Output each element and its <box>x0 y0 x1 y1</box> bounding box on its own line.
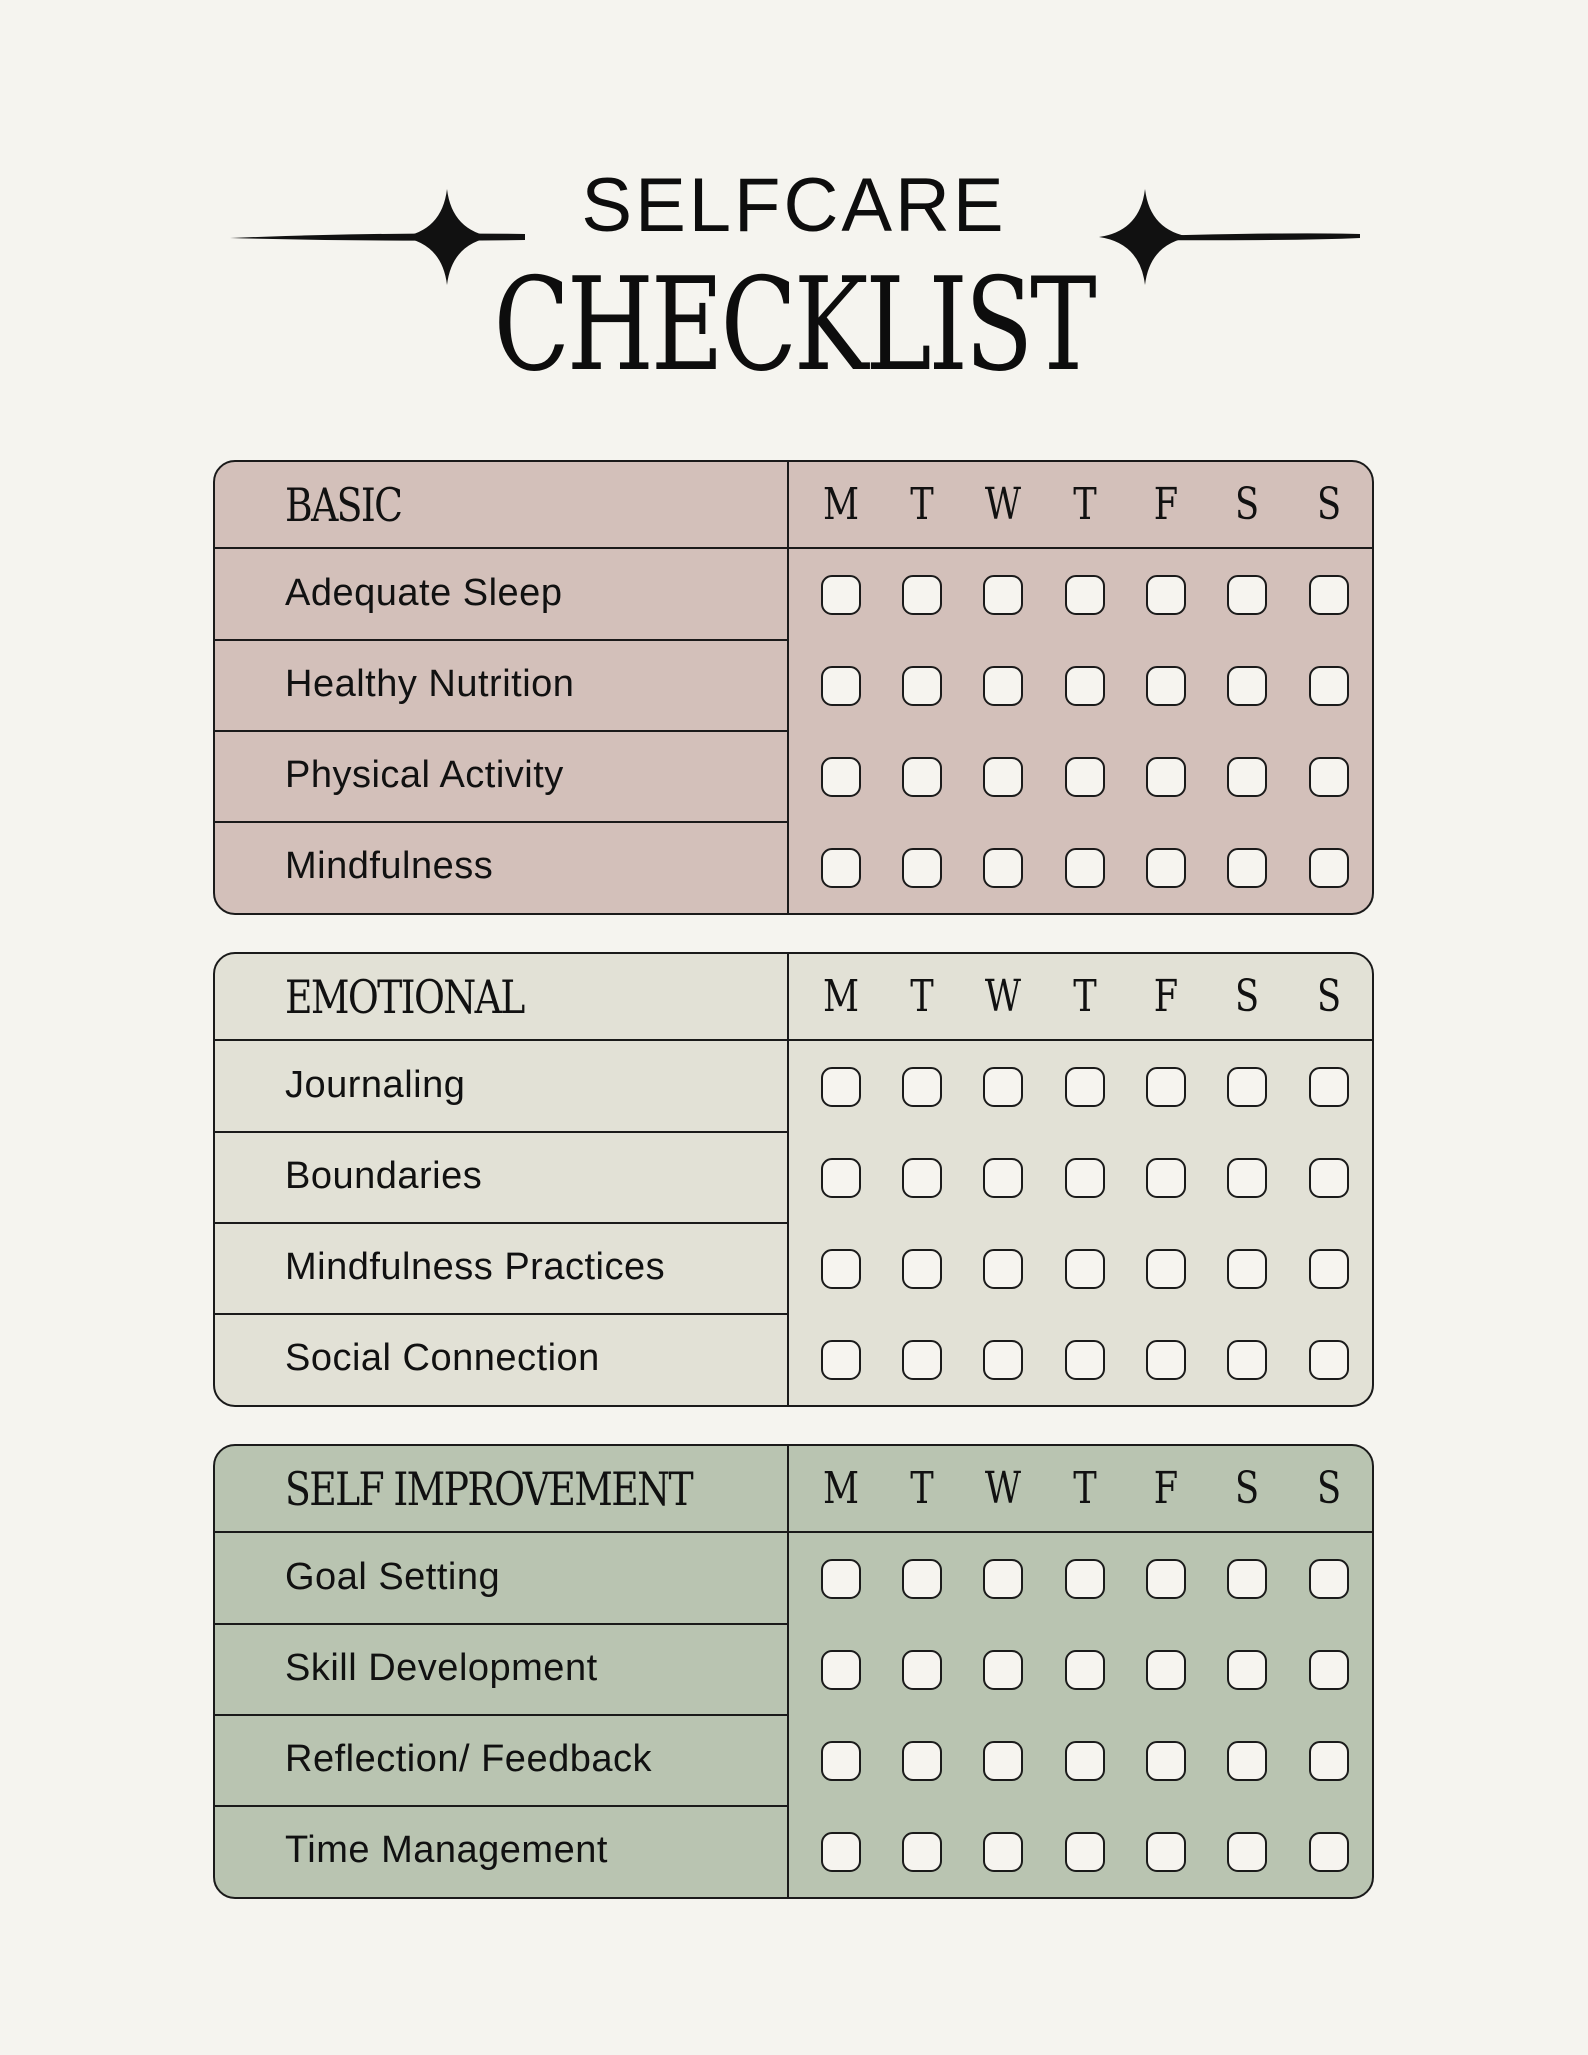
checkbox[interactable] <box>902 575 942 615</box>
checkbox[interactable] <box>1146 1741 1186 1781</box>
checkbox[interactable] <box>902 1249 942 1289</box>
checkbox[interactable] <box>1146 848 1186 888</box>
checkbox[interactable] <box>1146 757 1186 797</box>
checkbox[interactable] <box>983 1832 1023 1872</box>
checkbox[interactable] <box>983 1067 1023 1107</box>
day-header: S <box>1234 1463 1260 1514</box>
column-divider <box>787 1446 789 1897</box>
checkbox[interactable] <box>821 848 861 888</box>
column-divider <box>787 462 789 913</box>
checkbox[interactable] <box>1146 1249 1186 1289</box>
checkbox[interactable] <box>902 757 942 797</box>
section-basic <box>213 460 1374 915</box>
checkbox[interactable] <box>902 848 942 888</box>
day-header: W <box>984 1463 1022 1514</box>
checkbox[interactable] <box>1146 1158 1186 1198</box>
item-label: Mindfulness Practices <box>285 1245 666 1288</box>
day-header: S <box>1234 479 1260 530</box>
checkbox[interactable] <box>1309 848 1349 888</box>
checkbox[interactable] <box>1146 1650 1186 1690</box>
checkbox[interactable] <box>1227 1249 1267 1289</box>
checkbox[interactable] <box>1065 1650 1105 1690</box>
header-divider <box>215 547 1372 549</box>
checkbox[interactable] <box>1065 1832 1105 1872</box>
checkbox[interactable] <box>1065 666 1105 706</box>
checkbox[interactable] <box>983 1158 1023 1198</box>
section-emotional <box>213 952 1374 1407</box>
day-header: W <box>984 479 1022 530</box>
checkbox[interactable] <box>1227 575 1267 615</box>
day-header: T <box>1073 1463 1097 1514</box>
title-checklist-text: CHECKLIST <box>494 251 1094 400</box>
row-divider <box>215 730 787 732</box>
section-self-improvement <box>213 1444 1374 1899</box>
section-title: SELF IMPROVEMENT <box>285 1462 693 1516</box>
day-header: M <box>822 971 860 1022</box>
day-header: T <box>1073 971 1097 1022</box>
day-header: S <box>1316 1463 1342 1514</box>
checkbox[interactable] <box>821 757 861 797</box>
item-label: Time Management <box>285 1828 608 1871</box>
checkbox[interactable] <box>1227 1650 1267 1690</box>
day-header: S <box>1234 971 1260 1022</box>
checkbox[interactable] <box>1227 757 1267 797</box>
row-divider <box>215 821 787 823</box>
day-header: F <box>1153 971 1179 1022</box>
section-title: BASIC <box>285 478 402 532</box>
checkbox[interactable] <box>902 1340 942 1380</box>
checkbox[interactable] <box>821 1650 861 1690</box>
checkbox[interactable] <box>902 666 942 706</box>
header-divider <box>215 1531 1372 1533</box>
checkbox[interactable] <box>1309 575 1349 615</box>
checkbox[interactable] <box>983 1249 1023 1289</box>
checkbox[interactable] <box>1227 848 1267 888</box>
checkbox[interactable] <box>1065 848 1105 888</box>
checkbox[interactable] <box>902 1559 942 1599</box>
column-divider <box>787 954 789 1405</box>
checkbox[interactable] <box>983 575 1023 615</box>
checkbox[interactable] <box>1227 1832 1267 1872</box>
checkbox[interactable] <box>1146 1067 1186 1107</box>
day-header: F <box>1153 1463 1179 1514</box>
checkbox[interactable] <box>821 666 861 706</box>
title-checklist <box>0 251 1588 400</box>
checkbox[interactable] <box>902 1741 942 1781</box>
checkbox[interactable] <box>983 848 1023 888</box>
checkbox[interactable] <box>1227 1158 1267 1198</box>
checkbox[interactable] <box>1065 1067 1105 1107</box>
checkbox[interactable] <box>821 1741 861 1781</box>
item-label: Goal Setting <box>285 1555 501 1598</box>
checkbox[interactable] <box>1309 757 1349 797</box>
checkbox[interactable] <box>983 1559 1023 1599</box>
checkbox[interactable] <box>1309 1559 1349 1599</box>
checkbox[interactable] <box>821 575 861 615</box>
checkbox[interactable] <box>1227 666 1267 706</box>
checkbox[interactable] <box>1065 1158 1105 1198</box>
item-label: Reflection/ Feedback <box>285 1737 652 1780</box>
checkbox[interactable] <box>1309 1067 1349 1107</box>
item-label: Skill Development <box>285 1646 598 1689</box>
checkbox[interactable] <box>1146 575 1186 615</box>
row-divider <box>215 1313 787 1315</box>
checkbox[interactable] <box>821 1559 861 1599</box>
row-divider <box>215 1714 787 1716</box>
item-label: Adequate Sleep <box>285 571 563 614</box>
day-header: M <box>822 1463 860 1514</box>
item-label: Physical Activity <box>285 753 564 796</box>
checkbox[interactable] <box>983 757 1023 797</box>
item-label: Journaling <box>285 1063 466 1106</box>
checkbox[interactable] <box>983 1741 1023 1781</box>
section-title: EMOTIONAL <box>285 970 524 1024</box>
item-label: Boundaries <box>285 1154 483 1197</box>
checkbox[interactable] <box>821 1832 861 1872</box>
checkbox[interactable] <box>1309 1832 1349 1872</box>
row-divider <box>215 639 787 641</box>
checkbox[interactable] <box>1065 1249 1105 1289</box>
checkbox[interactable] <box>1227 1067 1267 1107</box>
checkbox[interactable] <box>1309 1741 1349 1781</box>
checkbox[interactable] <box>1065 575 1105 615</box>
checkbox[interactable] <box>1146 1832 1186 1872</box>
checkbox[interactable] <box>821 1249 861 1289</box>
checkbox[interactable] <box>902 1067 942 1107</box>
item-label: Healthy Nutrition <box>285 662 575 705</box>
day-header: T <box>1073 479 1097 530</box>
checkbox[interactable] <box>983 666 1023 706</box>
title-selfcare: SELFCARE <box>581 163 1007 248</box>
checkbox[interactable] <box>1065 1559 1105 1599</box>
checkbox[interactable] <box>821 1067 861 1107</box>
day-header: M <box>822 479 860 530</box>
checkbox[interactable] <box>983 1340 1023 1380</box>
checkbox[interactable] <box>983 1650 1023 1690</box>
checkbox[interactable] <box>902 1158 942 1198</box>
row-divider <box>215 1222 787 1224</box>
checkbox[interactable] <box>1065 757 1105 797</box>
item-label: Social Connection <box>285 1336 600 1379</box>
day-header: W <box>984 971 1022 1022</box>
row-divider <box>215 1131 787 1133</box>
checkbox[interactable] <box>1309 1340 1349 1380</box>
checkbox[interactable] <box>1309 1650 1349 1690</box>
checkbox[interactable] <box>1146 1559 1186 1599</box>
checkbox[interactable] <box>1309 1249 1349 1289</box>
day-header: S <box>1316 479 1342 530</box>
checkbox[interactable] <box>1227 1340 1267 1380</box>
checkbox[interactable] <box>1227 1559 1267 1599</box>
item-label: Mindfulness <box>285 844 494 887</box>
checkbox[interactable] <box>1227 1741 1267 1781</box>
checkbox[interactable] <box>1146 1340 1186 1380</box>
checkbox[interactable] <box>1146 666 1186 706</box>
checkbox[interactable] <box>1309 1158 1349 1198</box>
checkbox[interactable] <box>902 1832 942 1872</box>
day-header: F <box>1153 479 1179 530</box>
checkbox[interactable] <box>1309 666 1349 706</box>
checkbox[interactable] <box>1065 1340 1105 1380</box>
row-divider <box>215 1623 787 1625</box>
header-divider <box>215 1039 1372 1041</box>
day-header: T <box>910 1463 934 1514</box>
day-header: T <box>910 479 934 530</box>
day-header: S <box>1316 971 1342 1022</box>
day-header: T <box>910 971 934 1022</box>
row-divider <box>215 1805 787 1807</box>
checkbox[interactable] <box>821 1340 861 1380</box>
checkbox[interactable] <box>1065 1741 1105 1781</box>
checkbox[interactable] <box>902 1650 942 1690</box>
checkbox[interactable] <box>821 1158 861 1198</box>
